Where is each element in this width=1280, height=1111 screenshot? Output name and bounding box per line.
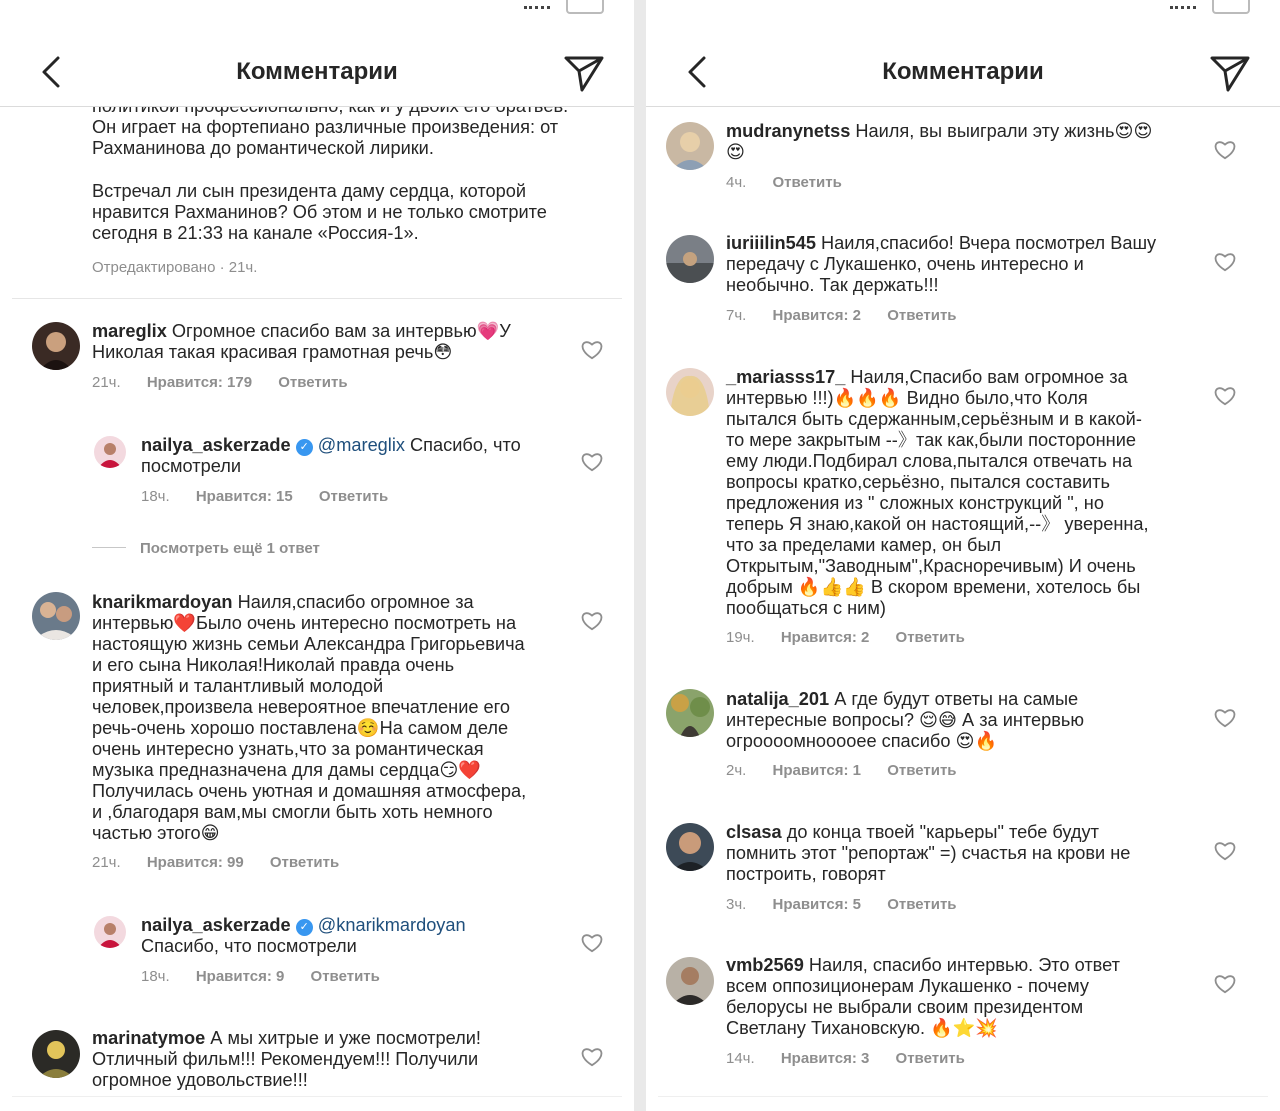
avatar[interactable] bbox=[32, 1030, 80, 1078]
comment-username[interactable]: nailya_askerzade bbox=[141, 435, 291, 455]
comment-meta bbox=[726, 896, 979, 913]
mention-link[interactable]: @mareglix bbox=[317, 435, 405, 455]
comment-text: приятный и талантливый молодой bbox=[92, 676, 384, 696]
reply-button[interactable]: Ответить bbox=[310, 968, 380, 985]
left-screen bbox=[0, 0, 634, 1111]
comment bbox=[726, 233, 1206, 296]
reply-comment bbox=[141, 435, 571, 477]
avatar[interactable] bbox=[666, 368, 714, 416]
comment-text: Спасибо, что посмотрели bbox=[141, 936, 357, 956]
comment-text: очень интересно узнать,что за романтическая bbox=[92, 739, 484, 759]
comment bbox=[726, 955, 1206, 1039]
avatar[interactable] bbox=[94, 436, 126, 468]
comment-text: А мы хитрые и уже посмотрели! bbox=[210, 1028, 481, 1048]
comment-username[interactable]: marinatymoe bbox=[92, 1028, 206, 1048]
caption-edited: Отредактировано · 21ч. bbox=[92, 259, 258, 276]
comment-text: теперь Я знаю,какой он настоящий,--》 уверенна, bbox=[726, 514, 1149, 534]
page-title: Комментарии bbox=[236, 58, 398, 85]
reply-button[interactable]: Ответить bbox=[887, 896, 957, 913]
comment-meta bbox=[726, 762, 979, 779]
comment-time: 7ч. bbox=[726, 307, 747, 324]
comment-text: посмотрели bbox=[141, 456, 242, 476]
comment-text: Спасибо, что bbox=[410, 435, 521, 455]
comment-meta bbox=[726, 174, 864, 191]
comments-list-left[interactable] bbox=[0, 0, 634, 1111]
comment-text: частью этого😁 bbox=[92, 823, 220, 843]
comment-text: интервью !!!)🔥🔥🔥 Видно было,что Коля bbox=[726, 388, 1088, 408]
comment-time: 2ч. bbox=[726, 762, 747, 779]
comment-time: 14ч. bbox=[726, 1050, 755, 1067]
caption-line: сегодня в 21:33 на канале «Россия-1». bbox=[92, 223, 419, 243]
status-bar bbox=[646, 0, 1280, 14]
comment-likes[interactable]: Нравится: 1 bbox=[772, 762, 862, 779]
avatar[interactable] bbox=[666, 235, 714, 283]
comment-username[interactable]: vmb2569 bbox=[726, 955, 804, 975]
comment-text: Получилась очень уютная и домашняя атмосфера, bbox=[92, 781, 527, 801]
comment-text: Светлану Тихановскую. 🔥⭐💥 bbox=[726, 1018, 999, 1038]
comment bbox=[92, 1028, 572, 1091]
avatar[interactable] bbox=[32, 322, 80, 370]
comment bbox=[726, 822, 1206, 885]
avatar[interactable] bbox=[666, 957, 714, 1005]
comment-text: человек,произвела невероятное впечатление его bbox=[92, 697, 510, 717]
view-more-label: Посмотреть ещё 1 ответ bbox=[140, 540, 320, 557]
comment-text: интервью❤️Было очень интересно посмотреть на bbox=[92, 613, 517, 633]
avatar[interactable] bbox=[32, 592, 80, 640]
header-bar bbox=[0, 40, 634, 107]
reply-button[interactable]: Ответить bbox=[887, 762, 957, 779]
divider bbox=[12, 298, 622, 299]
reply-button[interactable]: Ответить bbox=[895, 629, 965, 646]
comment-likes[interactable]: Нравится: 2 bbox=[780, 629, 870, 646]
reply-button[interactable]: Ответить bbox=[887, 307, 957, 324]
comment-text: А где будут ответы на самые bbox=[834, 689, 1079, 709]
avatar[interactable] bbox=[666, 122, 714, 170]
comment-text: то мере закрытым --》так как,были посторонние bbox=[726, 430, 1136, 450]
comment-text: огроооомнооооее спасибо 😍🔥 bbox=[726, 731, 998, 751]
avatar[interactable] bbox=[94, 916, 126, 948]
comment-time: 18ч. bbox=[141, 968, 170, 985]
header-bar bbox=[646, 40, 1280, 107]
comment-time: 19ч. bbox=[726, 629, 755, 646]
right-screen bbox=[646, 0, 1280, 1111]
heart-icon[interactable] bbox=[1214, 708, 1236, 728]
comment-text: Наиля,Спасибо вам огромное за bbox=[850, 367, 1128, 387]
comment-text: музыка предназначена для дамы сердца😏❤️ bbox=[92, 760, 482, 780]
caption-line: Встречал ли сын президента даму сердца, которой bbox=[92, 181, 527, 201]
comment-username[interactable]: iuriiilin545 bbox=[726, 233, 816, 253]
comment bbox=[92, 592, 582, 844]
comment-meta bbox=[726, 307, 979, 324]
heart-icon[interactable] bbox=[581, 933, 603, 953]
comment-text: помнить этот "репортаж" =) счастья на крови не bbox=[726, 843, 1131, 863]
comment-text: передачу с Лукашенко, очень интересно и bbox=[726, 254, 1084, 274]
comment-meta bbox=[141, 968, 402, 985]
send-icon[interactable] bbox=[562, 50, 606, 94]
comment-meta bbox=[141, 488, 410, 505]
comment-text: предложения из " сложных конструкций ", но bbox=[726, 493, 1104, 513]
comment-likes[interactable]: Нравится: 5 bbox=[772, 896, 862, 913]
reply-button[interactable]: Ответить bbox=[772, 174, 842, 191]
verified-badge-icon: ✓ bbox=[296, 439, 313, 456]
heart-icon[interactable] bbox=[1214, 140, 1236, 160]
comment-text: построить, говорят bbox=[726, 864, 886, 884]
comment-text: Наиля, вы выиграли эту жизнь😍😍 bbox=[855, 121, 1153, 141]
comment-username[interactable]: nailya_askerzade bbox=[141, 915, 291, 935]
comment-text: до конца твоей "карьеры" тебе будут bbox=[786, 822, 1099, 842]
comment-time: 18ч. bbox=[141, 488, 170, 505]
comment-time: 21ч. bbox=[92, 854, 121, 871]
view-more-replies[interactable] bbox=[92, 540, 320, 557]
comment-likes[interactable]: Нравится: 99 bbox=[146, 854, 244, 871]
comment-meta bbox=[92, 854, 361, 871]
heart-icon[interactable] bbox=[1214, 252, 1236, 272]
comment-text: что за пределами камер, он был bbox=[726, 535, 1002, 555]
comment-text: ему люди.Подбирал слова,пытался отвечать на bbox=[726, 451, 1133, 471]
comment-likes[interactable]: Нравится: 9 bbox=[195, 968, 285, 985]
avatar[interactable] bbox=[666, 823, 714, 871]
reply-button[interactable]: Ответить bbox=[318, 488, 389, 505]
comment-text: необычно. Так держать!!! bbox=[726, 275, 939, 295]
comment-text: Николая такая красивая грамотная речь😳 bbox=[92, 342, 453, 362]
heart-icon[interactable] bbox=[1214, 841, 1236, 861]
comment bbox=[92, 321, 572, 363]
comment-text: Наиля, спасибо интервью. Это ответ bbox=[808, 955, 1120, 975]
caption-line: Он играет на фортепиано различные произведения: от bbox=[92, 117, 559, 137]
bottom-divider bbox=[12, 1096, 622, 1097]
comment-username[interactable]: mudranynetss bbox=[726, 121, 851, 141]
comment-text: всем оппозиционерам Лукашенко - почему bbox=[726, 976, 1089, 996]
status-bar bbox=[0, 0, 634, 14]
heart-icon[interactable] bbox=[581, 611, 603, 631]
comment-text: 😍 bbox=[726, 142, 745, 162]
comment-username[interactable]: mareglix bbox=[92, 321, 167, 341]
heart-icon[interactable] bbox=[1214, 386, 1236, 406]
comment bbox=[726, 367, 1216, 619]
comment-text: и ,благодаря вам,мы смогли быть хоть немного bbox=[92, 802, 493, 822]
post-caption bbox=[92, 96, 612, 244]
comment bbox=[726, 121, 1206, 163]
comment-meta bbox=[726, 629, 987, 646]
heart-icon[interactable] bbox=[581, 340, 603, 360]
avatar[interactable] bbox=[666, 689, 714, 737]
verified-badge-icon: ✓ bbox=[296, 919, 313, 936]
caption-line: нравится Рахманинов? Об этом и не только смотрите bbox=[92, 202, 547, 222]
heart-icon[interactable] bbox=[581, 452, 603, 472]
comment-username[interactable]: clsasa bbox=[726, 822, 782, 842]
comment-text: пообщаться с ним) bbox=[726, 598, 886, 618]
caption-line: Рахманинова до романтической лирики. bbox=[92, 138, 434, 158]
comment bbox=[726, 689, 1206, 752]
comment-likes[interactable]: Нравится: 2 bbox=[772, 307, 862, 324]
heart-icon[interactable] bbox=[1214, 974, 1236, 994]
reply-button[interactable]: Ответить bbox=[269, 854, 340, 871]
comment-time: 4ч. bbox=[726, 174, 747, 191]
reply-comment bbox=[141, 915, 571, 957]
comment-text: Открытым,"Заводным",Красноречивым) И очень bbox=[726, 556, 1136, 576]
reply-button[interactable]: Ответить bbox=[278, 374, 348, 391]
signal-icon bbox=[1170, 0, 1196, 9]
view-more-line bbox=[92, 547, 126, 548]
battery-icon bbox=[566, 0, 604, 14]
mention-link[interactable]: @knarikmardoyan bbox=[317, 915, 466, 935]
comment-likes[interactable]: Нравится: 15 bbox=[195, 488, 293, 505]
comment-time: 21ч. bbox=[92, 374, 121, 391]
comment-text: вопросы кратко,серьёзно, пытался составить bbox=[726, 472, 1110, 492]
comment-likes[interactable]: Нравится: 3 bbox=[780, 1050, 870, 1067]
comment-text: белорусы не выбрали своим президентом bbox=[726, 997, 1084, 1017]
comment-text: и его сына Николая!Николай правда очень bbox=[92, 655, 455, 675]
bottom-divider bbox=[658, 1096, 1268, 1097]
comment-text: добрым 🔥👍👍 В скором времени, хотелось бы bbox=[726, 577, 1141, 597]
comment-text: настоящую жизнь семьи Александра Григорьевича bbox=[92, 634, 525, 654]
send-icon[interactable] bbox=[1208, 50, 1252, 94]
comment-time: 3ч. bbox=[726, 896, 747, 913]
comment-likes[interactable]: Нравится: 179 bbox=[146, 374, 253, 391]
signal-icon bbox=[524, 0, 550, 9]
page-title: Комментарии bbox=[882, 58, 1044, 85]
comments-list-right[interactable] bbox=[646, 0, 1280, 1111]
reply-button[interactable]: Ответить bbox=[895, 1050, 965, 1067]
comment-text: Огромное спасибо вам за интервью💗У bbox=[171, 321, 511, 341]
comment-username[interactable]: _mariasss17_ bbox=[726, 367, 846, 387]
comment-meta bbox=[92, 374, 370, 391]
comment-username[interactable]: natalija_201 bbox=[726, 689, 830, 709]
comment-text: интересные вопросы? 😌😅 А за интервью bbox=[726, 710, 1085, 730]
comment-text: Наиля,спасибо огромное за bbox=[237, 592, 474, 612]
battery-icon bbox=[1212, 0, 1250, 14]
comment-username[interactable]: knarikmardoyan bbox=[92, 592, 233, 612]
comment-text: пытался быть сдержанным,серьёзным и в какой- bbox=[726, 409, 1142, 429]
comment-text: Наиля,спасибо! Вчера посмотрел Вашу bbox=[821, 233, 1157, 253]
heart-icon[interactable] bbox=[581, 1047, 603, 1067]
comment-text: речь-очень хорошо поставлена☺️На самом деле bbox=[92, 718, 509, 738]
comment-meta bbox=[726, 1050, 987, 1067]
comment-text: огромное удовольствие!!! bbox=[92, 1070, 308, 1090]
comment-text: Отличный фильм!!! Рекомендуем!!! Получили bbox=[92, 1049, 479, 1069]
